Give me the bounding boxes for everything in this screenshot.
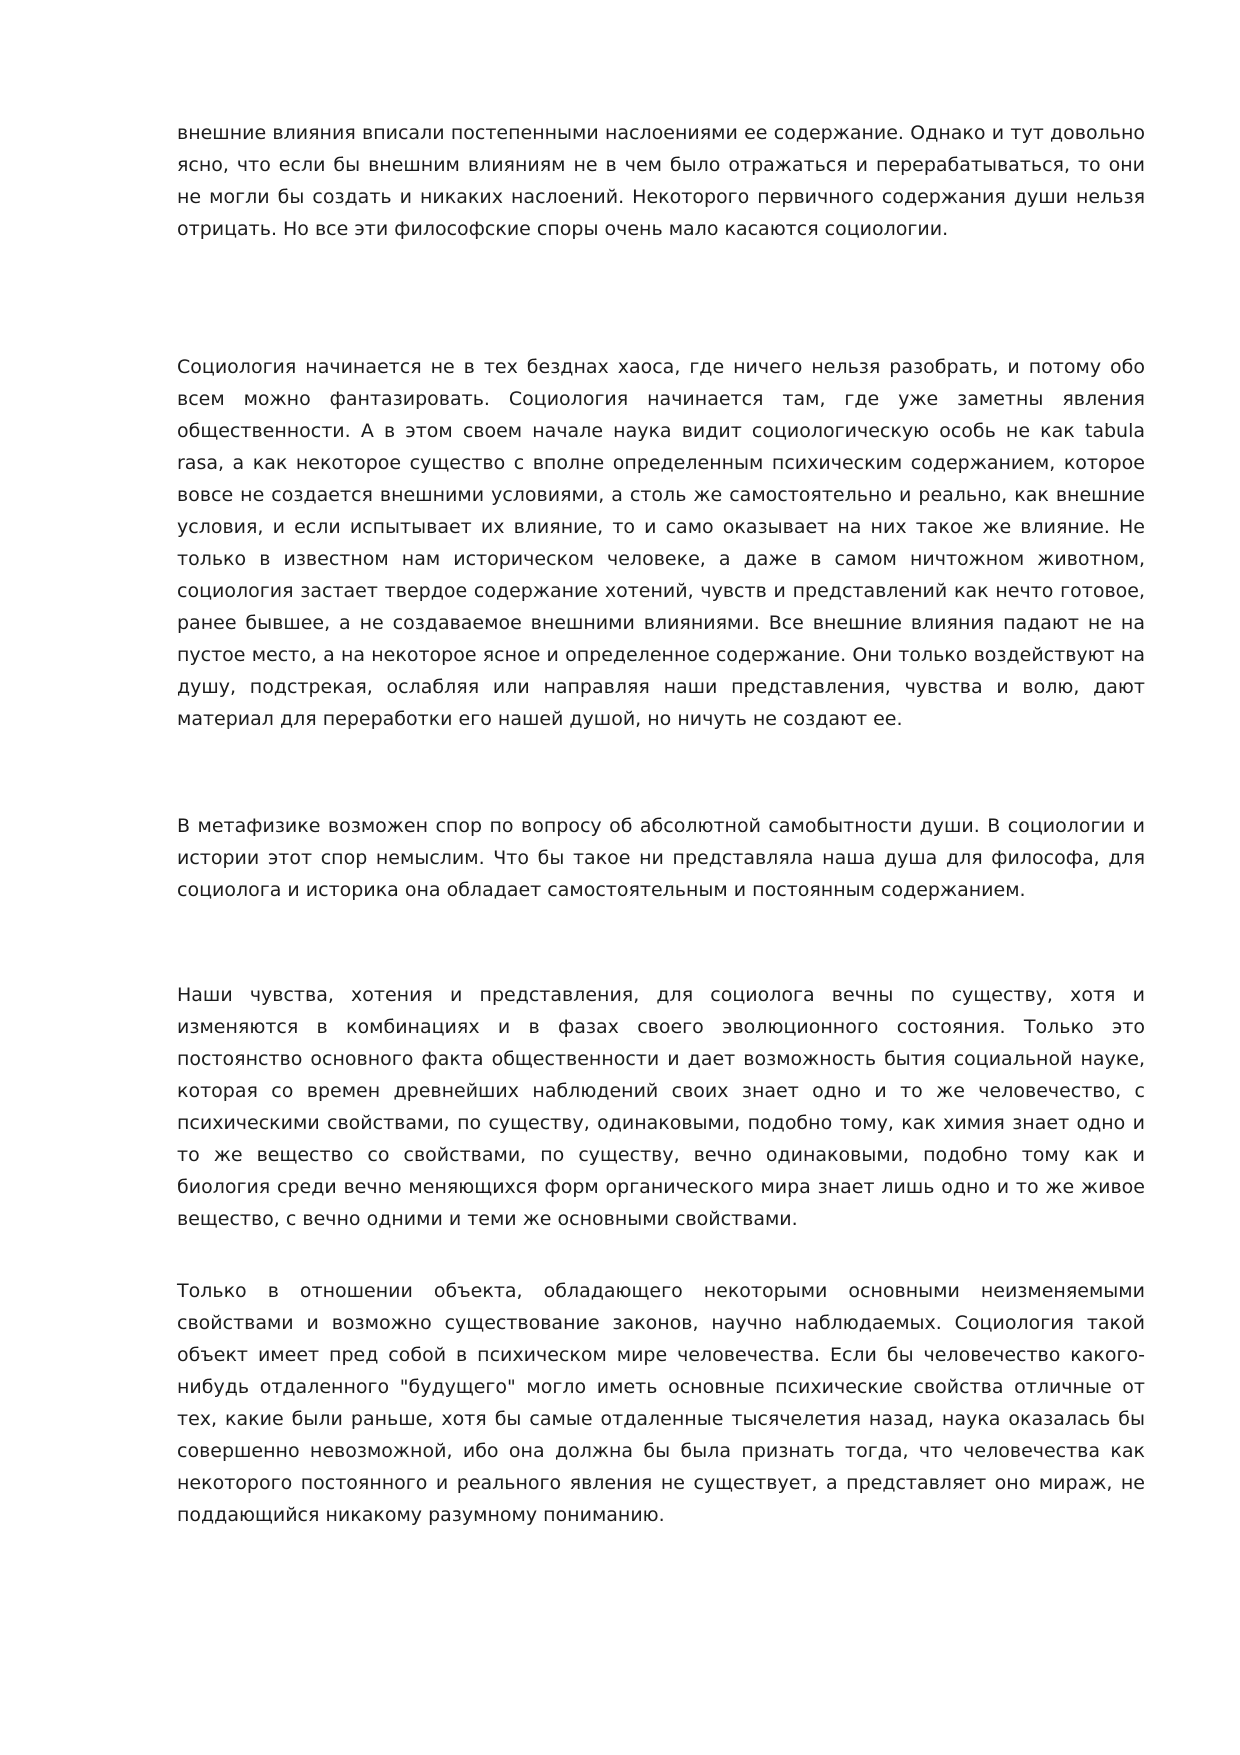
paragraph: Социология начинается не в тех безднах хаоса, где ничего нельзя разобрать, и потому обо всем можно фантазировать. Социология начинается там, где уже заметны явления общественности. А в этом своем начале наука видит социологическую особь не как tabula rasa, а как некоторое существо с вполне определенным психическим содержанием, которое вовсе не создается внешними условиями, а столь же самостоятельно и реально, как внешние условия, и если испытывает их влияние, то и само оказывает на них такое же влияние. Не только в известном нам историческом человеке, а даже в самом ничтожном животном, социология застает твердое содержание хотений, чувств и представлений как нечто готовое, ранее бывшее, а не создаваемое внешними влияниями. Все внешние влияния падают не на пустое место, а на некоторое ясное и определенное содержание. Они только воздействуют на душу, подстрекая, ослабляя или направляя наши представления, чувства и волю, дают материал для переработки его нашей душой, но ничуть не создают ее. (177, 356, 1145, 730)
paragraph: Наши чувства, хотения и представления, для социолога вечны по существу, хотя и изменяются в комбинациях и в фазах своего эволюционного состояния. Только это постоянство основного факта общественности и дает возможность бытия социальной науке, которая со времен древнейших наблюдений своих знает одно и то же человечество, с психическими свойствами, по существу, одинаковыми, подобно тому, как химия знает одно и то же вещество со свойствами, по существу, вечно одинаковыми, подобно тому как и биология среди вечно меняющихся форм органического мира знает лишь одно и то же живое вещество, с вечно одними и теми же основными свойствами. (177, 984, 1145, 1230)
paragraph: В метафизике возможен спор по вопросу об абсолютной самобытности души. В социологии и истории этот спор немыслим. Что бы такое ни представляла наша душа для философа, для социолога и историка она обладает самостоятельным и постоянным содержанием. (177, 815, 1145, 901)
paragraph: Только в отношении объекта, обладающего некоторыми основными неизменяемыми свойствами и возможно существование законов, научно наблюдаемых. Социология такой объект имеет пред собой в психическом мире человечества. Если бы человечество какого-нибудь отдаленного "будущего" могло иметь основные психические свойства отличные от тех, какие были раньше, хотя бы самые отдаленные тысячелетия назад, наука оказалась бы совершенно невозможной, ибо она должна бы была признать тогда, что человечества как некоторого постоянного и реального явления не существует, а представляет оно мираж, не поддающийся никакому разумному пониманию. (177, 1280, 1145, 1526)
paragraph: внешние влияния вписали постепенными наслоениями ее содержание. Однако и тут довольно ясно, что если бы внешним влияниям не в чем было отражаться и перерабатываться, то они не могли бы создать и никаких наслоений. Некоторого первичного содержания души нельзя отрицать. Но все эти философские споры очень мало касаются социологии. (177, 122, 1145, 240)
